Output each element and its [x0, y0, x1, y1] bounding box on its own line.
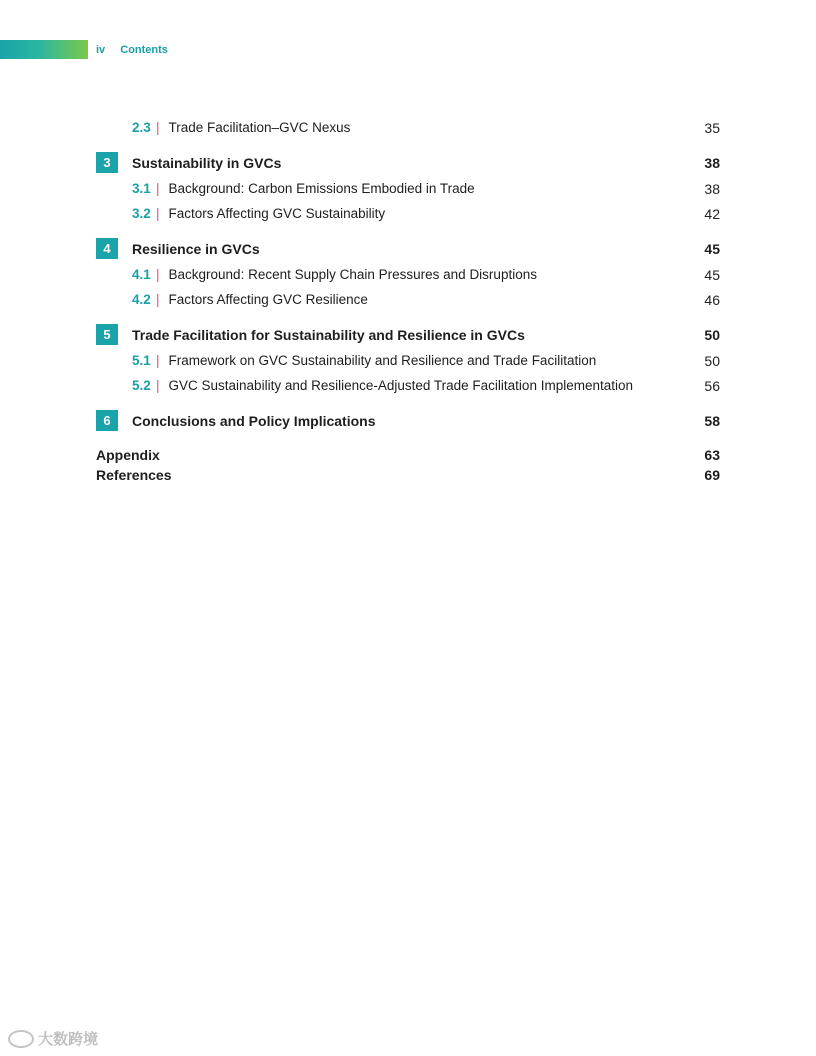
- toc-chapter-6[interactable]: [96, 409, 720, 433]
- section-number: 4.2: [132, 292, 151, 307]
- page-ref: 46: [704, 291, 720, 308]
- separator: |: [156, 292, 160, 307]
- section-number: 4.1: [132, 267, 151, 282]
- page-ref: 38: [704, 155, 720, 171]
- separator: |: [156, 267, 160, 282]
- watermark: [8, 1028, 98, 1049]
- separator: |: [156, 353, 160, 368]
- chapter-number-badge: 4: [96, 238, 118, 259]
- toc-entry-3-1[interactable]: [96, 176, 720, 201]
- watermark-text: 大数跨境: [38, 1031, 99, 1048]
- page-ref: 56: [704, 377, 720, 394]
- page-ref: 58: [704, 413, 720, 429]
- toc-references[interactable]: [96, 465, 720, 485]
- watermark-logo-icon: [8, 1030, 34, 1048]
- page-ref: 45: [704, 266, 720, 283]
- section-number: 3.2: [132, 206, 151, 221]
- section-title: GVC Sustainability and Resilience-Adjusted Trade Facilitation Implementation: [168, 378, 633, 393]
- section-name: Contents: [120, 44, 168, 56]
- section-title: Background: Carbon Emissions Embodied in Trade: [168, 181, 475, 196]
- section-title: Background: Recent Supply Chain Pressures and Disruptions: [168, 267, 537, 282]
- section-title: Factors Affecting GVC Resilience: [168, 292, 368, 307]
- toc-chapter-4[interactable]: [96, 237, 720, 261]
- separator: |: [156, 378, 160, 393]
- page-ref: 35: [704, 119, 720, 136]
- separator: |: [156, 120, 160, 135]
- separator: |: [156, 206, 160, 221]
- section-number: 3.1: [132, 181, 151, 196]
- section-title: Framework on GVC Sustainability and Resilience and Trade Facilitation: [168, 353, 597, 368]
- header-accent-bar: [0, 40, 88, 59]
- section-title: Factors Affecting GVC Sustainability: [168, 206, 386, 221]
- toc-entry-2-3[interactable]: [96, 115, 720, 140]
- section-number: 5.1: [132, 353, 151, 368]
- section-title: Trade Facilitation–GVC Nexus: [168, 120, 351, 135]
- toc-chapter-5[interactable]: [96, 323, 720, 347]
- page-number: iv: [96, 44, 106, 56]
- toc-entry-3-2[interactable]: [96, 201, 720, 226]
- page-ref: 50: [704, 352, 720, 369]
- toc-entry-4-1[interactable]: [96, 262, 720, 287]
- chapter-title: Trade Facilitation for Sustainability and Resilience in GVCs: [132, 327, 525, 343]
- page-ref: 45: [704, 241, 720, 257]
- table-of-contents: [96, 115, 720, 485]
- toc-appendix[interactable]: [96, 445, 720, 465]
- section-number: 5.2: [132, 378, 151, 393]
- chapter-title: Conclusions and Policy Implications: [132, 413, 376, 429]
- separator: |: [156, 181, 160, 196]
- chapter-number-badge: 5: [96, 324, 118, 345]
- chapter-title: Resilience in GVCs: [132, 241, 260, 257]
- page-ref: 42: [704, 205, 720, 222]
- backmatter-title: Appendix: [96, 447, 160, 463]
- page-ref: 50: [704, 327, 720, 343]
- page-ref: 63: [704, 447, 720, 463]
- chapter-title: Sustainability in GVCs: [132, 155, 282, 171]
- toc-entry-5-1[interactable]: [96, 348, 720, 373]
- running-header: [96, 44, 168, 56]
- page-ref: 69: [704, 467, 720, 483]
- section-number: 2.3: [132, 120, 151, 135]
- chapter-number-badge: 6: [96, 410, 118, 431]
- page-ref: 38: [704, 180, 720, 197]
- toc-entry-5-2[interactable]: [96, 373, 720, 398]
- chapter-number-badge: 3: [96, 152, 118, 173]
- toc-entry-4-2[interactable]: [96, 287, 720, 312]
- backmatter-title: References: [96, 467, 172, 483]
- toc-chapter-3[interactable]: [96, 151, 720, 175]
